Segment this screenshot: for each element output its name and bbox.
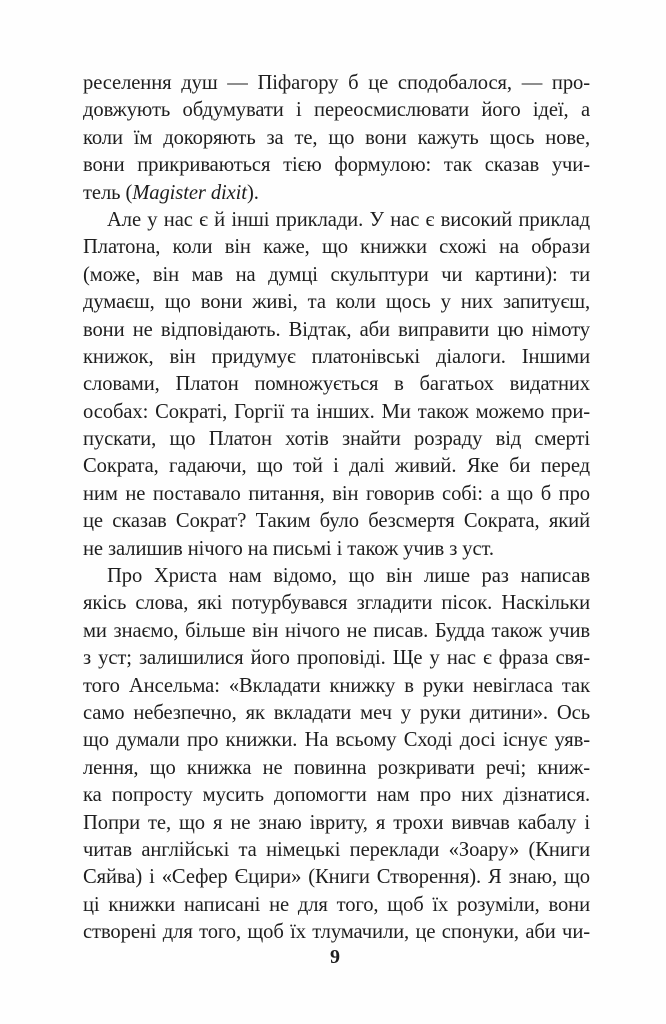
paragraph-1 [83, 70, 590, 207]
page-number: 9 [330, 946, 340, 968]
text-line: Сократа, гадаючи, що той і далі живий. Яке би перед [83, 455, 590, 478]
text-line: Платона, коли він каже, що книжки схожі на образи [83, 236, 590, 259]
text-line: ми знаємо, більше він нічого не писав. Будда також учив [83, 619, 590, 642]
text-line: ці книжки написані не для того, щоб їх розуміли, вони [83, 893, 590, 916]
text-fragment: ). [246, 181, 259, 204]
paragraph-2 [83, 207, 590, 563]
text-line: Про Христа нам відомо, що він лише раз написав [107, 565, 590, 588]
text-line: вони не відповідають. Відтак, аби виправити цю німоту [83, 318, 590, 341]
text-line: (може, він мав на думці скульптури чи картини): ти [83, 263, 590, 286]
text-line: само небезпечно, як вкладати меч у руки дитини». Ось [83, 701, 590, 724]
text-line: ним не поставало питання, він говорив собі: а що б про [83, 482, 590, 505]
text-line: книжок, він придумує платонівські діалоги. Іншими [83, 345, 590, 368]
text-line: Але у нас є й інші приклади. У нас є високий приклад [107, 208, 590, 231]
text-line: словами, Платон помножується в багатьох видатних [83, 373, 590, 396]
text-line: вони прикриваються тією формулою: так сказав учи- [83, 154, 590, 177]
text-line: довжують обдумувати і переосмислювати його ідеї, а [83, 99, 590, 122]
text-line: не залишив нічого на письмі і також учив з уст. [83, 537, 494, 560]
text-line: особах: Сократі, Горгії та інших. Ми також можемо при- [83, 400, 590, 423]
text-line: це сказав Сократ? Таким було безсмертя Сократа, який [83, 510, 590, 533]
paragraph-3 [83, 563, 590, 946]
text-line: з уст; залишилися його проповіді. Ще у нас є фраза свя- [83, 647, 590, 670]
text-line: реселення душ — Піфагору б це сподобалося, — про- [83, 72, 590, 94]
text-line: створені для того, щоб їх тлумачили, це спонуки, аби чи- [83, 921, 590, 944]
body-text [83, 70, 590, 947]
text-line [83, 180, 590, 207]
text-line: того Ансельма: «Вкладати книжку в руки невігласа так [83, 674, 590, 697]
text-line: читав англійські та німецькі переклади «Зоару» (Книги [83, 838, 590, 861]
text-line: коли їм докоряють за те, що вони кажуть щось нове, [83, 126, 590, 149]
text-line: лення, що книжка не повинна розкривати речі; книж- [83, 756, 590, 779]
text-line: ка попросту мусить допомогти нам про них дізнатися. [83, 784, 590, 807]
text-line: Сяйва) і «Сефер Єцири» (Книги Створення). Я знаю, що [83, 866, 590, 889]
text-line: якісь слова, які потурбувався згладити пісок. Наскільки [83, 592, 590, 615]
text-line: що думали про книжки. На всьому Сході досі існує уяв- [83, 729, 590, 752]
text-line: пускати, що Платон хотів знайти розраду від смерті [83, 428, 590, 451]
text-line: Попри те, що я не знаю івриту, я трохи вивчав кабалу і [83, 811, 590, 834]
latin-phrase: Magister dixit [132, 181, 247, 204]
text-fragment: тель ( [83, 181, 133, 204]
text-line: думаєш, що вони живі, та коли щось у них запитуєш, [83, 291, 590, 314]
